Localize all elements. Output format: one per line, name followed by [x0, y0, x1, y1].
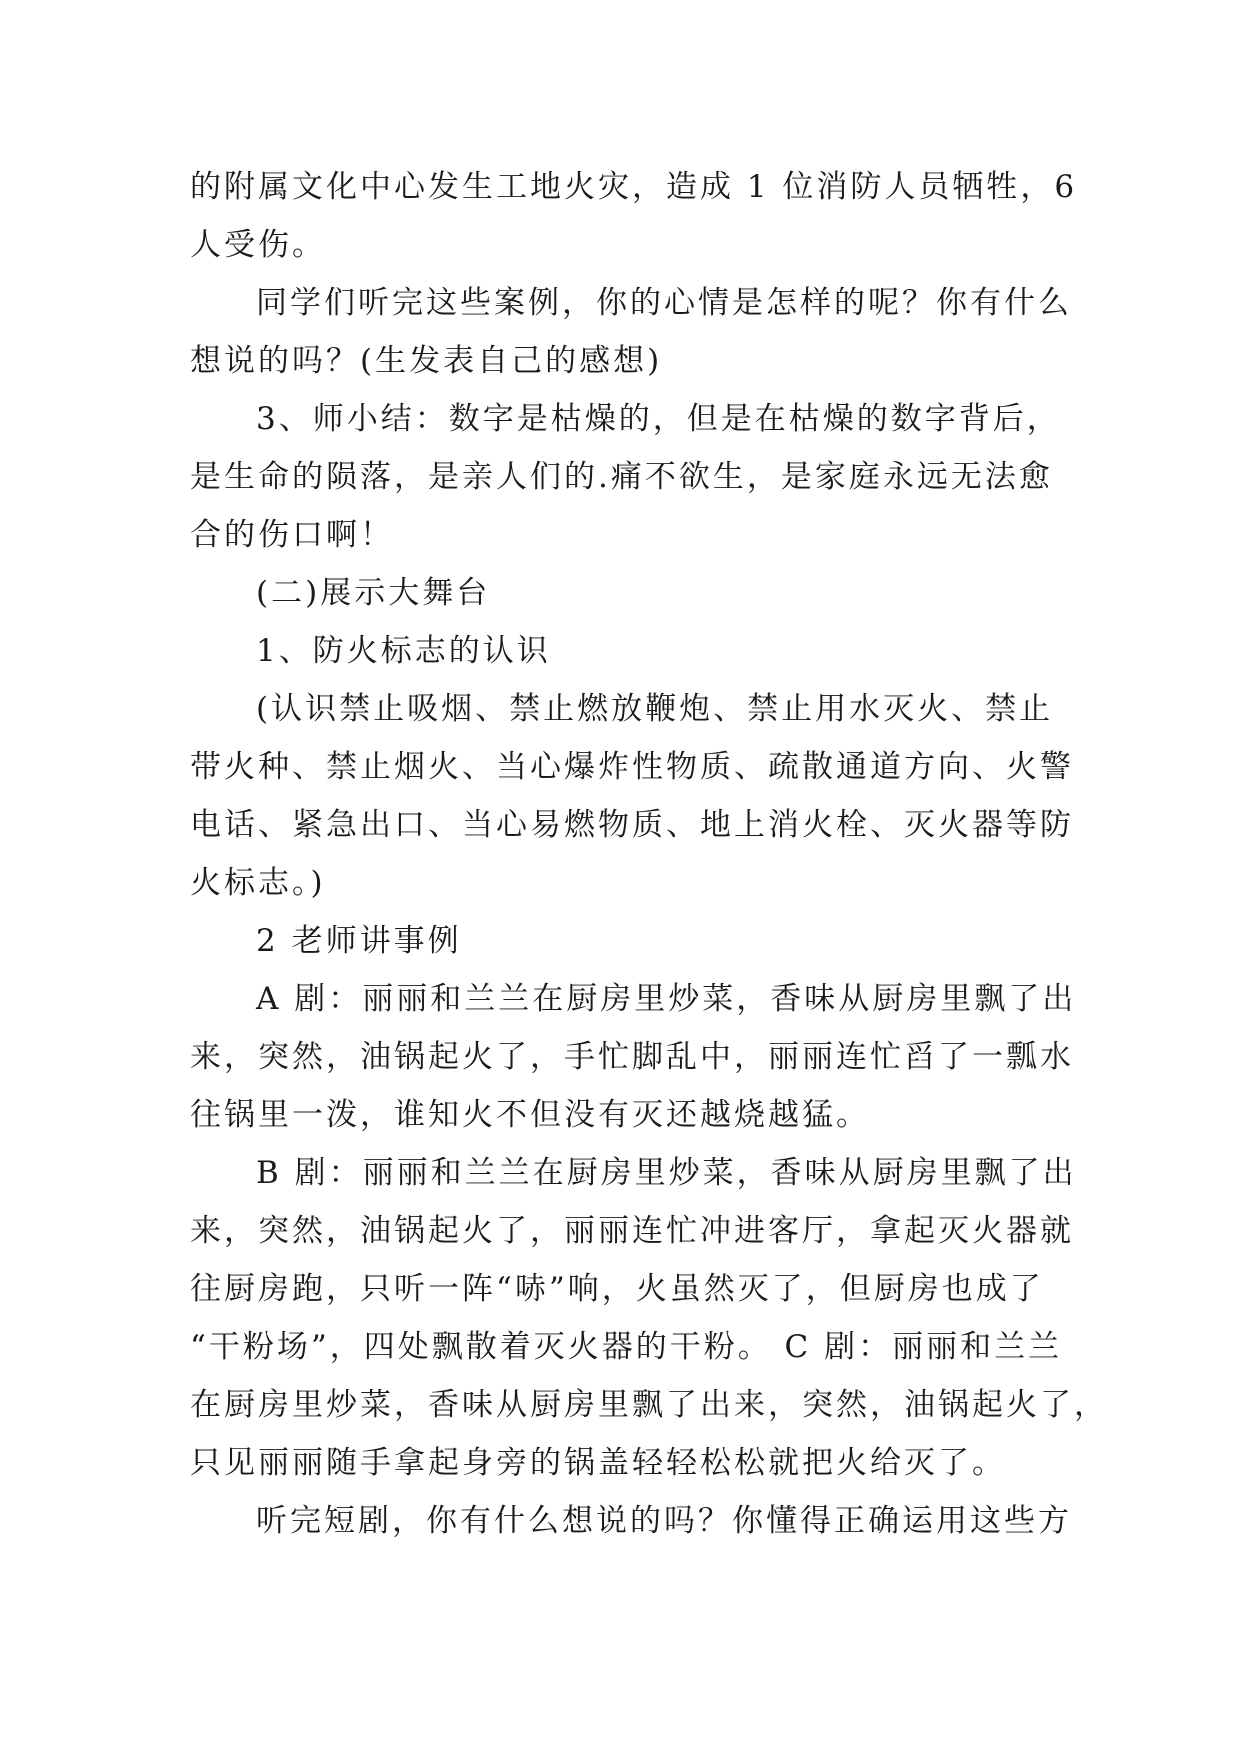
paragraph-students-feelings [190, 274, 1072, 390]
paragraph-skit-b-c [190, 1144, 1108, 1492]
text-line: 带火种、禁止烟火、当心爆炸性物质、疏散通道方向、火警 [190, 749, 1074, 785]
text-line: 2 老师讲事例 [256, 923, 462, 959]
paragraph-teacher-summary [190, 390, 1061, 564]
text-line: 只见丽丽随手拿起身旁的锅盖轻轻松松就把火给灭了。 [190, 1445, 1006, 1481]
text-line: 1、防火标志的认识 [256, 633, 551, 669]
paragraph-case-end [190, 158, 1078, 274]
paragraph-after-skits [190, 1492, 1072, 1550]
text-line: 火标志。) [190, 865, 326, 901]
text-line: (二)展示大舞台 [256, 575, 491, 611]
text-line: 合的伤口啊！ [190, 517, 394, 553]
text-line: (认识禁止吸烟、禁止燃放鞭炮、禁止用水灭火、禁止 [256, 691, 1054, 727]
text-line: 同学们听完这些案例，你的心情是怎样的呢？你有什么 [256, 285, 1072, 321]
text-line: 想说的吗？(生发表自己的感想) [190, 343, 663, 379]
subsection-heading-fire-signs [190, 622, 1052, 680]
paragraph-skit-a [190, 970, 1077, 1144]
subsection-heading-teacher-examples [190, 912, 1052, 970]
text-line: 的附属文化中心发生工地火灾，造成 1 位消防人员牺牲，6 [190, 169, 1078, 205]
document-body [190, 158, 1108, 1550]
text-line: “干粉场”，四处飘散着灭火器的干粉。 C 剧：丽丽和兰兰 [190, 1329, 1063, 1365]
text-line: A 剧：丽丽和兰兰在厨房里炒菜，香味从厨房里飘了出 [256, 981, 1077, 1017]
text-line: 人受伤。 [190, 227, 326, 263]
text-line: 听完短剧，你有什么想说的吗？你懂得正确运用这些方 [256, 1503, 1072, 1539]
text-line: 电话、紧急出口、当心易燃物质、地上消火栓、灭火器等防 [190, 807, 1074, 843]
text-line: 是生命的陨落，是亲人们的.痛不欲生，是家庭永远无法愈 [190, 459, 1053, 495]
paragraph-fire-signs-list [190, 680, 1074, 912]
text-line: 3、师小结：数字是枯燥的，但是在枯燥的数字背后， [256, 401, 1061, 437]
section-heading [190, 564, 1052, 622]
text-line: B 剧：丽丽和兰兰在厨房里炒菜，香味从厨房里飘了出 [256, 1155, 1077, 1191]
text-line: 在厨房里炒菜，香味从厨房里飘了出来，突然，油锅起火了， [190, 1387, 1108, 1423]
text-line: 往锅里一泼，谁知火不但没有灭还越烧越猛。 [190, 1097, 870, 1133]
text-line: 来，突然，油锅起火了，手忙脚乱中，丽丽连忙舀了一瓢水 [190, 1039, 1074, 1075]
text-line: 往厨房跑，只听一阵“哧”响，火虽然灭了，但厨房也成了 [190, 1271, 1044, 1307]
text-line: 来，突然，油锅起火了，丽丽连忙冲进客厅，拿起灭火器就 [190, 1213, 1074, 1249]
